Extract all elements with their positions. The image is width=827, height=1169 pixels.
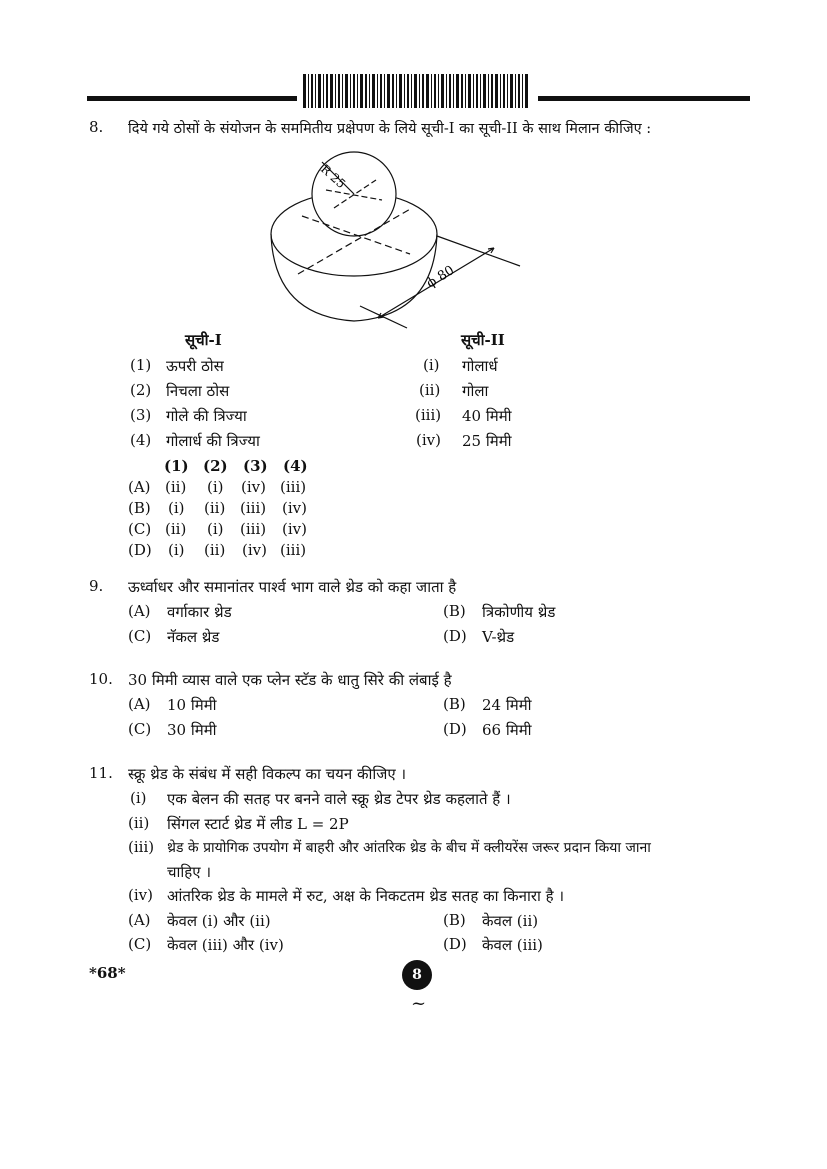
q11-option-text: केवल (i) और (ii)	[167, 912, 271, 930]
q10-option-label[interactable]: (A)	[128, 695, 151, 713]
radius-label: R 25	[317, 161, 349, 192]
list1-item-num: (2)	[130, 381, 152, 399]
page-number: 8	[402, 960, 432, 990]
code-cell: (iv)	[241, 478, 266, 496]
code-cell: (i)	[207, 520, 224, 538]
code-cell: (iv)	[282, 520, 307, 538]
q10-option-label[interactable]: (B)	[443, 695, 466, 713]
code-cell: (iii)	[280, 478, 307, 496]
code-cell: (ii)	[165, 478, 187, 496]
q11-statement-text-cont: चाहिए ।	[167, 863, 212, 881]
q11-statement-text: सिंगल स्टार्ट थ्रेड में लीड L = 2P	[167, 815, 349, 833]
q10-text: 30 मिमी व्यास वाले एक प्लेन स्टॅड के धातु सिरे की लंबाई है	[128, 671, 452, 689]
code-cell: (i)	[207, 478, 224, 496]
q11-option-label[interactable]: (B)	[443, 911, 466, 929]
list2-item-text: 25 मिमी	[462, 432, 512, 450]
q11-statement-text: आंतरिक थ्रेड के मामले में रुट, अक्ष के निकटतम थ्रेड सतह का किनारा है ।	[167, 887, 565, 905]
list2-item-num: (iii)	[415, 406, 442, 424]
q9-number: 9.	[89, 577, 104, 595]
q9-option-label[interactable]: (C)	[128, 627, 152, 645]
q10-option-text: 10 मिमी	[167, 696, 217, 714]
q9-option-label[interactable]: (D)	[443, 627, 467, 645]
header-rule-left	[87, 96, 297, 101]
q9-text: ऊर्ध्वाधर और समानांतर पार्श्व भाग वाले थ्रेड को कहा जाता है	[128, 578, 457, 596]
q11-option-text: केवल (ii)	[482, 912, 539, 930]
q11-number: 11.	[89, 764, 113, 782]
footer-tilde: ~	[411, 993, 427, 1014]
hemisphere-bowl	[271, 234, 437, 321]
q11-statement-num: (iii)	[128, 838, 155, 856]
list2-item-num: (iv)	[416, 431, 441, 449]
code-cell: (i)	[168, 541, 185, 559]
code-cell: (ii)	[204, 499, 226, 517]
q10-option-text: 66 मिमी	[482, 721, 532, 739]
q11-option-label[interactable]: (A)	[128, 911, 151, 929]
code-cell: (iii)	[280, 541, 307, 559]
q9-option-text: वर्गाकार थ्रेड	[167, 603, 232, 621]
q11-option-text: केवल (iii)	[482, 936, 543, 954]
q8-number: 8.	[89, 118, 104, 136]
q11-option-label[interactable]: (D)	[443, 935, 467, 953]
q10-option-text: 24 मिमी	[482, 696, 532, 714]
code-cell: (iv)	[282, 499, 307, 517]
list1-item-num: (4)	[130, 431, 152, 449]
code-cell: (iii)	[240, 520, 267, 538]
q8-text: दिये गये ठोसों के संयोजन के सममितीय प्रक्षेपण के लिये सूची-I का सूची-II के साथ मिलान कीजिए :	[128, 121, 652, 137]
q9-option-label[interactable]: (B)	[443, 602, 466, 620]
code-cell: (iv)	[242, 541, 267, 559]
q11-statement-text: एक बेलन की सतह पर बनने वाले स्क्रू थ्रेड टेपर थ्रेड कहलाते हैं ।	[167, 790, 511, 808]
list2-title: सूची-II	[461, 331, 505, 349]
q10-option-label[interactable]: (C)	[128, 720, 152, 738]
list2-item-text: 40 मिमी	[462, 407, 512, 425]
q11-option-text: केवल (iii) और (iv)	[167, 936, 284, 954]
q10-option-label[interactable]: (D)	[443, 720, 467, 738]
barcode-icon	[303, 74, 531, 108]
q9-option-text: नॅकल थ्रेड	[167, 628, 220, 646]
list2-item-text: गोला	[462, 382, 489, 400]
q11-statement-num: (iv)	[128, 886, 153, 904]
list1-item-text: ऊपरी ठोस	[166, 357, 224, 375]
code-option[interactable]: (B)	[128, 499, 151, 517]
code-header: (1)	[164, 457, 189, 475]
q11-statement-num: (i)	[130, 789, 147, 807]
list1-item-text: निचला ठोस	[166, 382, 230, 400]
q9-option-text: V-थ्रेड	[482, 628, 515, 646]
code-cell: (i)	[168, 499, 185, 517]
list2-item-text: गोलार्ध	[462, 357, 498, 375]
q11-statement-text: थ्रेड के प्रायोगिक उपयोग में बाहरी और आंतरिक थ्रेड के बीच में क्लीयरेंस जरूर प्रदान किया जाना	[167, 840, 651, 856]
q11-statement-num: (ii)	[128, 814, 150, 832]
q10-option-text: 30 मिमी	[167, 721, 217, 739]
code-cell: (ii)	[204, 541, 226, 559]
header-rule-right	[538, 96, 750, 101]
list2-item-num: (ii)	[419, 381, 441, 399]
code-option[interactable]: (A)	[128, 478, 151, 496]
list2-item-num: (i)	[423, 356, 440, 374]
code-header: (4)	[283, 457, 308, 475]
q11-option-label[interactable]: (C)	[128, 935, 152, 953]
list1-title: सूची-I	[185, 331, 222, 349]
code-option[interactable]: (D)	[128, 541, 152, 559]
list1-item-text: गोले की त्रिज्या	[166, 407, 247, 425]
q9-option-text: त्रिकोणीय थ्रेड	[482, 603, 556, 621]
q11-text: स्क्रू थ्रेड के संबंध में सही विकल्प का चयन कीजिए ।	[128, 765, 407, 783]
code-header: (3)	[243, 457, 268, 475]
q8-figure	[262, 146, 542, 346]
diameter-label: ϕ 80	[424, 263, 458, 292]
code-cell: (ii)	[165, 520, 187, 538]
code-header: (2)	[203, 457, 228, 475]
code-cell: (iii)	[240, 499, 267, 517]
q9-option-label[interactable]: (A)	[128, 602, 151, 620]
q10-number: 10.	[89, 670, 113, 688]
list1-item-text: गोलार्ध की त्रिज्या	[166, 432, 260, 450]
booklet-code: *68*	[89, 964, 126, 982]
code-option[interactable]: (C)	[128, 520, 152, 538]
list1-item-num: (1)	[130, 356, 152, 374]
list1-item-num: (3)	[130, 406, 152, 424]
